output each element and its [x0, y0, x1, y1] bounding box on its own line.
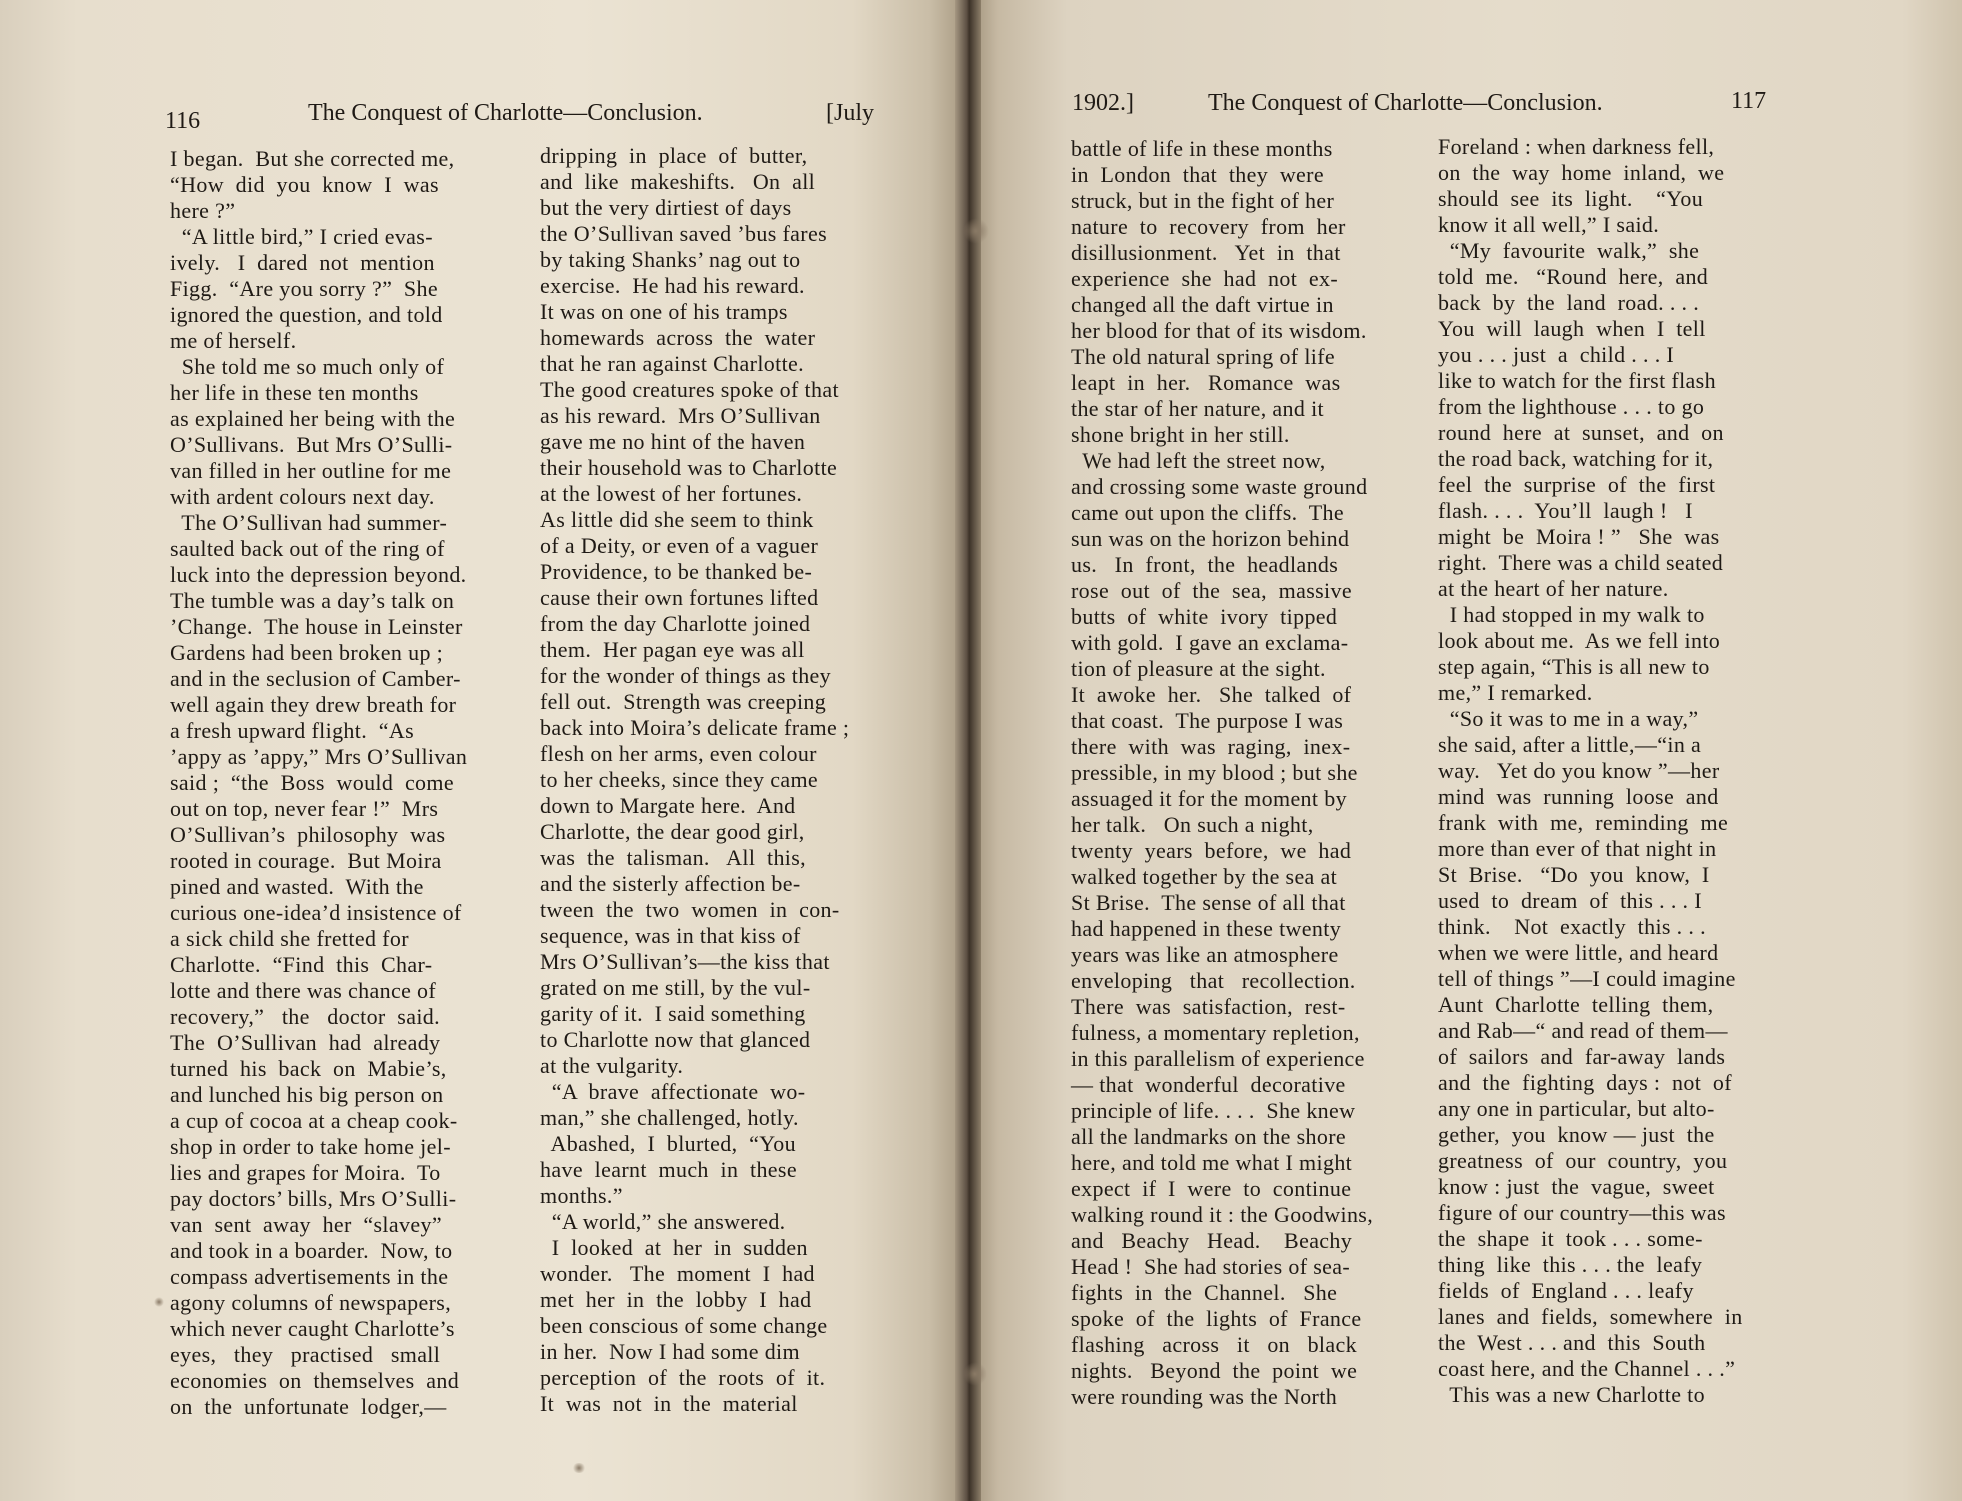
ink-spot: [572, 1463, 586, 1473]
issue-year: 1902.]: [1072, 90, 1134, 116]
issue-month: [July: [826, 100, 874, 126]
running-title: The Conquest of Charlotte—Conclusion.: [1208, 90, 1603, 116]
page-number: 117: [1731, 88, 1767, 114]
binding-hole: [963, 218, 989, 244]
text-column-left: battle of life in these months in London that they were struck, but in the fight of her nature to recovery from her disillusionment. Yet in that experience she had not ex- changed all the daft virtue in her blood for that of its wisdom. The old natural spring of life leapt in her. Romance was the star of her nature, and it shone bright in her still. We had left the street now, and crossing some waste ground came out upon the cliffs. The sun was on the horizon behind us. In front, the headlands rose out of the sea, massive butts of white ivory tipped with gold. I gave an exclama- tion of pleasure at the sight. It awoke her. She talked of that coast. The purpose I was there with was raging, inex- pressible, in my blood ; but she assuaged it for the moment by her talk. On such a night, twenty years before, we had walked together by the sea at St Brise. The sense of all that had happened in these twenty years was like an atmosphere enveloping that recollection. There was satisfaction, rest- fulness, a momentary repletion, in this parallelism of experience — that wonderful decorative principle of life. . . . She knew all the landmarks on the shore here, and told me what I might expect if I were to continue walking round it : the Goodwins, and Beachy Head. Beachy Head ! She had stories of sea- fights in the Channel. She spoke of the lights of France flashing across it on black nights. Beyond the point we were rounding was the North: [1071, 136, 1374, 1409]
running-title: The Conquest of Charlotte—Conclusion.: [308, 100, 703, 126]
text-column-right: Foreland : when darkness fell, on the way home inland, we should see its light. “You know it all well,” I said. “My favourite walk,” she told me. “Round here, and back by the land road. . . . You will laugh when I tell you . . . just a child . . . I like to watch for the first flash from the lighthouse . . . to go round here at sunset, and on the road back, watching for it, feel the surprise of the first flash. . . . You’ll laugh ! I might be Moira ! ” She was right. There was a child seated at the heart of her nature. I had stopped in my walk to look about me. As we fell into step again, “This is all new to me,” I remarked. “So it was to me in a way,” she said, after a little,—“in a way. Yet do you know ”—her mind was running loose and frank with me, reminding me more than ever of that night in St Brise. “Do you know, I used to dream of this . . . I think. Not exactly this . . . when we were little, and heard tell of things ”—I could imagine Aunt Charlotte telling them, and Rab—“ and read of them— of sailors and far-away lands and the fighting days : not of any one in particular, but alto- gether, you know — just the greatness of our country, you know : just the vague, sweet figure of our country—this was the shape it took . . . some- thing like this . . . the leafy fields of England . . . leafy lanes and fields, somewhere in the West . . . and this South coast here, and the Channel . . .” This was a new Charlotte to: [1438, 134, 1743, 1407]
ink-spot: [154, 1297, 164, 1307]
text-column-left: I began. But she corrected me, “How did you know I was here ?” “A little bird,” I cried evas- ively. I dared not mention Figg. “Are you sorry ?” She ignored the question, and told me of herself. She told me so much only of her life in these ten months as explained her being with the O’Sullivans. But Mrs O’Sulli- van filled in her outline for me with ardent colours next day. The O’Sullivan had summer- saulted back out of the ring of luck into the depression beyond. The tumble was a day’s talk on ’Change. The house in Leinster Gardens had been broken up ; and in the seclusion of Camber- well again they drew breath for a fresh upward flight. “As ’appy as ’appy,” Mrs O’Sullivan said ; “the Boss would come out on top, never fear !” Mrs O’Sullivan’s philosophy was rooted in courage. But Moira pined and wasted. With the curious one-idea’d insistence of a sick child she fretted for Charlotte. “Find this Char- lotte and there was chance of recovery,” the doctor said. The O’Sullivan had already turned his back on Mabie’s, and lunched his big person on a cup of cocoa at a cheap cook- shop in order to take home jel- lies and grapes for Moira. To pay doctors’ bills, Mrs O’Sulli- van sent away her “slavey” and took in a boarder. Now, to compass advertisements in the agony columns of newspapers, which never caught Charlotte’s eyes, they practised small economies on themselves and on the unfortunate lodger,—: [170, 146, 468, 1419]
page-number: 116: [165, 108, 201, 134]
binding-hole: [963, 1362, 987, 1386]
right-page: [968, 0, 1962, 1501]
text-column-right: dripping in place of butter, and like makeshifts. On all but the very dirtiest of days the O’Sullivan saved ’bus fares by taking Shanks’ nag out to exercise. He had his reward. It was on one of his tramps homewards across the water that he ran against Charlotte. The good creatures spoke of that as his reward. Mrs O’Sullivan gave me no hint of the haven their household was to Charlotte at the lowest of her fortunes. As little did she seem to think of a Deity, or even of a vaguer Providence, to be thanked be- cause their own fortunes lifted from the day Charlotte joined them. Her pagan eye was all for the wonder of things as they fell out. Strength was creeping back into Moira’s delicate frame ; flesh on her arms, even colour to her cheeks, since they came down to Margate here. And Charlotte, the dear good girl, was the talisman. All this, and the sisterly affection be- tween the two women in con- sequence, was in that kiss of Mrs O’Sullivan’s—the kiss that grated on me still, by the vul- garity of it. I said something to Charlotte now that glanced at the vulgarity. “A brave affectionate wo- man,” she challenged, hotly. Abashed, I blurted, “You have learnt much in these months.” “A world,” she answered. I looked at her in sudden wonder. The moment I had met her in the lobby I had been conscious of some change in her. Now I had some dim perception of the roots of it. It was not in the material: [540, 143, 850, 1416]
left-page: [0, 0, 968, 1501]
